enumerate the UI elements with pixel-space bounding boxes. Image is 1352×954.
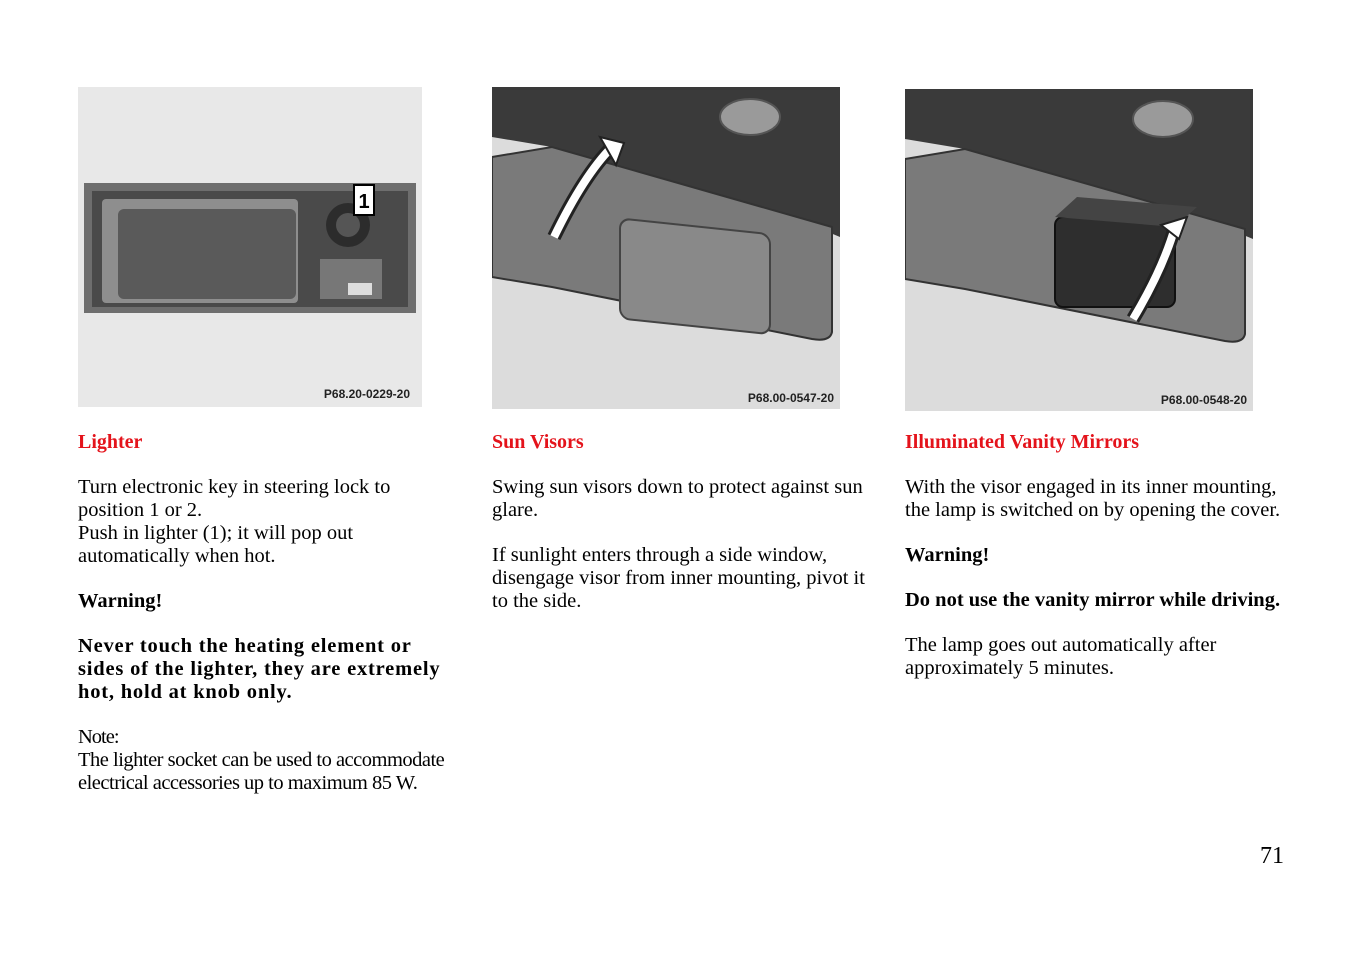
section-heading-vanity-mirrors: Illuminated Vanity Mirrors [905,431,1140,453]
sun-visors-paragraph-2: If sunlight enters through a side window, disengage visor from inner mounting, pivot it to the side. [492,544,865,612]
sun-visor-illustration [492,87,840,409]
sun-visors-paragraph-1: Swing sun visors down to protect against sun glare. [492,476,863,521]
warning-label: Warning! [78,590,163,612]
vanity-mirrors-body [905,476,1285,680]
lighter-instruction-1: Turn electronic key in steering lock to position 1 or 2. [78,476,391,521]
sun-visors-body [492,476,872,613]
figure-code: P68.20-0229-20 [323,387,410,401]
note-label: Note: [78,726,119,748]
page-number: 71 [1260,843,1284,869]
figure-callout: 1 [358,191,370,213]
figure-code: P68.00-0547-20 [747,391,834,405]
warning-label: Warning! [905,544,990,566]
lighter-figure [78,87,422,407]
sun-visor-figure [492,87,840,409]
lighter-instruction-2: Push in lighter (1); it will pop out automatically when hot. [78,522,354,567]
vanity-paragraph-2: The lamp goes out automatically after approximately 5 minutes. [905,634,1217,679]
warning-text: Never touch the heating element or sides of the lighter, they are extremely hot, hold at knob only. [78,635,441,703]
vanity-mirror-illustration [905,89,1253,411]
vanity-paragraph-1: With the visor engaged in its inner mounting, the lamp is switched on by opening the cover. [905,476,1281,521]
section-heading-lighter: Lighter [78,431,143,453]
lighter-body [78,476,458,795]
lighter-illustration [78,87,422,407]
section-heading-sun-visors: Sun Visors [492,431,584,453]
warning-text: Do not use the vanity mirror while driving. [905,589,1281,611]
vanity-mirror-figure [905,89,1253,411]
note-text: The lighter socket can be used to accommodate electrical accessories up to maximum 85 W. [78,749,445,794]
figure-code: P68.00-0548-20 [1160,393,1247,407]
